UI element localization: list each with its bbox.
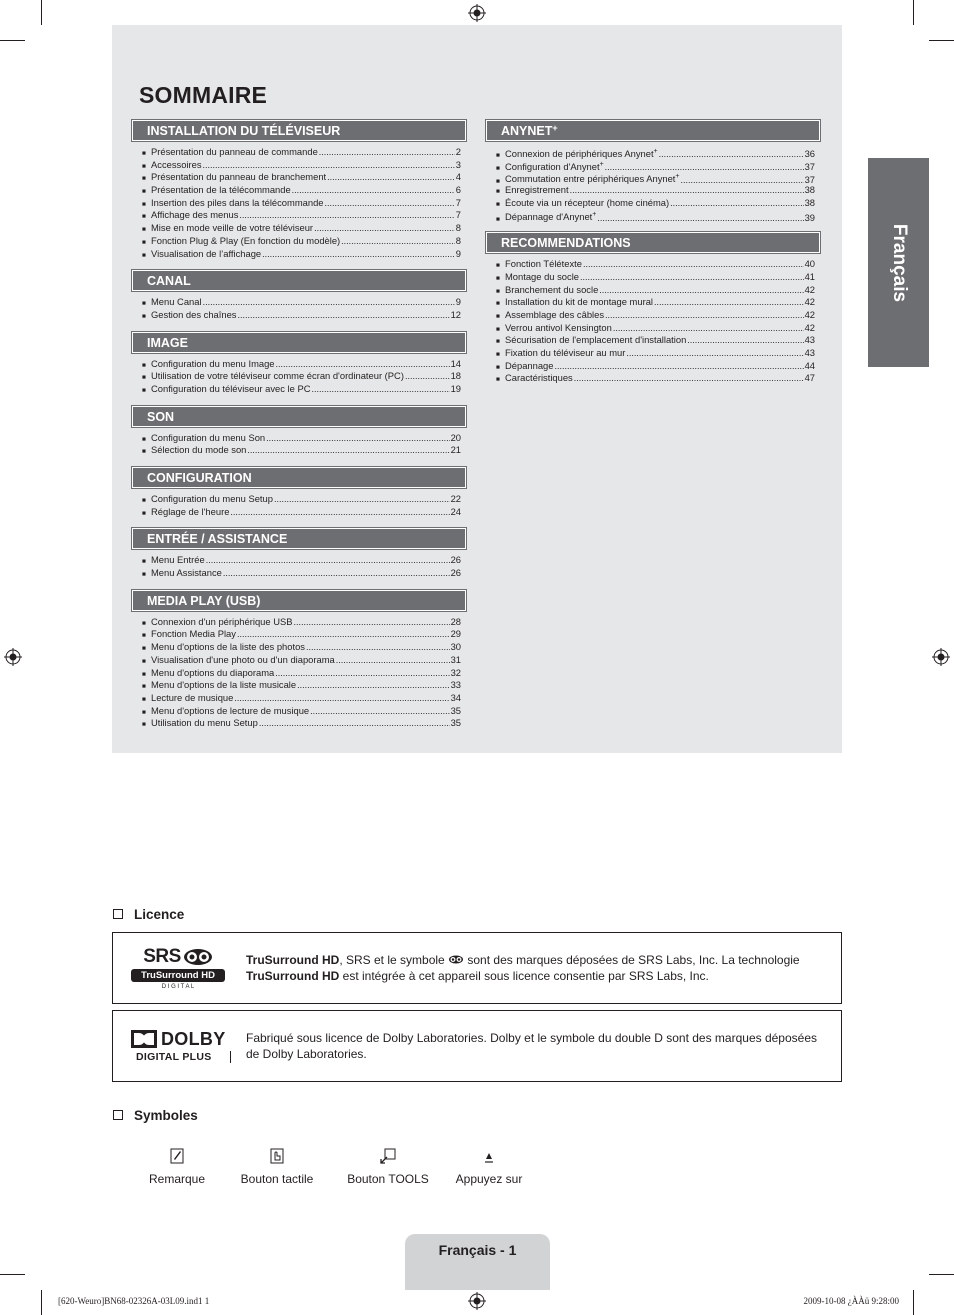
toc-page-number: 41 <box>804 270 815 282</box>
dot-leader <box>276 358 450 371</box>
dot-leader <box>206 554 450 567</box>
srs-logo: SRS TruSurround HD D I G I T A L <box>131 947 225 990</box>
crop-mark <box>913 1290 914 1315</box>
square-bullet-icon: ■ <box>142 645 146 653</box>
toc-entry-label: Configuration du menu Image <box>151 357 275 369</box>
dot-leader <box>275 667 449 680</box>
toc-entry[interactable] <box>496 197 815 210</box>
toc-page-number: 32 <box>450 666 461 678</box>
dot-leader <box>626 347 803 360</box>
toc-page-number: 12 <box>450 308 461 320</box>
toc-page-number: 34 <box>450 691 461 703</box>
toc-entry[interactable] <box>142 296 461 309</box>
symbol-tools-button: Bouton TOOLS <box>343 1148 433 1186</box>
checkbox-square-icon <box>113 1110 123 1120</box>
toc-page-number: 43 <box>804 346 815 358</box>
dot-leader <box>230 506 449 519</box>
toc-page-number: 8 <box>455 234 461 246</box>
square-bullet-icon: ■ <box>142 226 146 234</box>
toc-entry-label: Fonction Media Play <box>151 628 236 640</box>
toc-entry-label: Menu d'options de la liste musicale <box>151 679 297 691</box>
dot-leader <box>405 370 450 383</box>
toc-page-number: 20 <box>450 431 461 443</box>
toc-page-number: 42 <box>804 296 815 308</box>
toc-page-number: 9 <box>455 296 461 308</box>
dot-leader <box>306 641 450 654</box>
toc-entry[interactable] <box>142 358 461 371</box>
section-heading: ENTRÉE / ASSISTANCE <box>132 528 466 549</box>
toc-entry[interactable] <box>142 222 461 235</box>
toc-entry[interactable] <box>496 372 815 385</box>
dot-leader <box>274 493 450 506</box>
slug-right: 2009-10-08 ¿ÀÀü 9:28:00 <box>803 1296 899 1306</box>
toc-section <box>132 528 466 589</box>
toc-page-number: 43 <box>804 334 815 346</box>
toc-entry-label: Dépannage <box>505 359 554 371</box>
toc-entry[interactable] <box>142 705 461 718</box>
registration-mark-icon <box>4 648 22 666</box>
toc-page-number: 6 <box>455 184 461 196</box>
registration-mark-icon <box>468 1292 486 1310</box>
dot-leader <box>311 383 449 396</box>
toc-entry[interactable] <box>142 370 461 383</box>
toc-entry-label: Affichage des menus <box>151 209 239 221</box>
dot-leader <box>314 222 455 235</box>
double-d-icon <box>131 1030 157 1048</box>
toc-entry-label: Fonction Télétexte <box>505 258 582 270</box>
toc-section <box>132 406 466 467</box>
section-heading: ANYNET+ <box>486 120 820 141</box>
dot-leader <box>659 148 804 161</box>
toc-section <box>132 590 466 740</box>
toc-page-number: 3 <box>455 158 461 170</box>
dot-leader <box>654 296 804 309</box>
dot-leader <box>341 235 455 248</box>
square-bullet-icon: ■ <box>142 657 146 665</box>
toc-entry-label: Visualisation d'une photo ou d'un diaporama <box>151 653 335 665</box>
toc-entry-label: Menu d'options de la liste des photos <box>151 641 305 653</box>
toc-page-number: 26 <box>450 567 461 579</box>
toc-entry-label: Sélection du mode son <box>151 444 247 456</box>
toc-page-number: 7 <box>455 196 461 208</box>
dot-leader <box>262 248 455 261</box>
crop-mark <box>929 1274 954 1275</box>
touch-button-icon <box>270 1148 284 1164</box>
dolby-licence-box <box>112 1010 842 1082</box>
toc-entry-label: Configuration d'Anynet+ <box>505 160 604 172</box>
dot-leader <box>293 616 449 629</box>
section-heading: SON <box>132 406 466 427</box>
dot-leader <box>203 296 455 309</box>
page-number-tab: Français - 1 <box>405 1234 550 1290</box>
square-bullet-icon: ■ <box>142 238 146 246</box>
licence-heading: Licence <box>113 907 184 922</box>
square-bullet-icon: ■ <box>142 632 146 640</box>
toc-entry[interactable] <box>142 641 461 654</box>
toc-entry-label: Installation du kit de montage mural <box>505 296 653 308</box>
toc-section <box>132 120 466 270</box>
toc-section <box>486 120 820 232</box>
square-bullet-icon: ■ <box>142 619 146 627</box>
square-bullet-icon: ■ <box>142 670 146 678</box>
language-side-tab <box>868 158 929 367</box>
dot-leader <box>319 146 455 159</box>
toc-entry-label: Lecture de musique <box>151 691 234 703</box>
toc-entry-label: Menu d'options du diaporama <box>151 666 275 678</box>
press-icon <box>484 1148 494 1164</box>
srs-symbol-icon <box>448 955 464 964</box>
toc-section <box>132 270 466 331</box>
toc-page-number: 35 <box>450 704 461 716</box>
toc-page-number: 42 <box>804 283 815 295</box>
toc-entry[interactable] <box>142 383 461 396</box>
toc-entry-label: Fixation du téléviseur au mur <box>505 346 626 358</box>
square-bullet-icon: ■ <box>496 164 500 172</box>
dot-leader <box>570 184 804 197</box>
toc-entry[interactable] <box>142 654 461 667</box>
toc-entry-label: Mise en mode veille de votre téléviseur <box>151 222 314 234</box>
toc-entry-label: Configuration du menu Setup <box>151 493 273 504</box>
square-bullet-icon: ■ <box>142 509 146 517</box>
toc-page-number: 36 <box>804 148 815 160</box>
dolby-logo: DOLBY DIGITAL PLUS <box>131 1029 231 1063</box>
toc-entry[interactable] <box>142 679 461 692</box>
dot-leader <box>297 679 449 692</box>
side-tab-label: Français <box>888 223 910 302</box>
toc-entry[interactable] <box>142 184 461 197</box>
square-bullet-icon: ■ <box>142 300 146 308</box>
toc-entry[interactable] <box>496 322 815 335</box>
toc-entry-label: Assemblage des câbles <box>505 308 605 320</box>
toc-entry[interactable] <box>142 444 461 457</box>
crop-mark <box>0 40 25 41</box>
square-bullet-icon: ■ <box>496 188 500 196</box>
toc-page-number: 37 <box>804 173 815 185</box>
square-bullet-icon: ■ <box>496 338 500 346</box>
square-bullet-icon: ■ <box>496 274 500 282</box>
toc-page-number: 33 <box>450 679 461 691</box>
square-bullet-icon: ■ <box>142 213 146 221</box>
toc-entry-label: Verrou antivol Kensington <box>505 321 612 333</box>
dot-leader <box>223 567 450 580</box>
dot-leader <box>670 197 803 210</box>
square-bullet-icon: ■ <box>142 571 146 579</box>
dot-leader <box>237 309 449 322</box>
toc-entry[interactable] <box>496 146 815 159</box>
toc-entry[interactable] <box>142 616 461 629</box>
dot-leader <box>292 184 455 197</box>
dot-leader <box>239 209 454 222</box>
section-heading: INSTALLATION DU TÉLÉVISEUR <box>132 120 466 141</box>
crop-mark <box>913 0 914 25</box>
toc-entry[interactable] <box>496 271 815 284</box>
dot-leader <box>613 322 804 335</box>
square-bullet-icon: ■ <box>142 708 146 716</box>
srs-symbol-icon <box>183 948 213 966</box>
toc-entry[interactable] <box>142 146 461 159</box>
toc-entry[interactable] <box>496 309 815 322</box>
toc-entry-label: Écoute via un récepteur (home cinéma) <box>505 196 670 208</box>
toc-entry-label: Insertion des piles dans la télécommande <box>151 196 324 208</box>
square-bullet-icon: ■ <box>142 162 146 170</box>
toc-entry-label: Enregistrement <box>505 184 569 196</box>
toc-entry-label: Configuration du menu Son <box>151 431 266 443</box>
toc-page-number: 30 <box>450 641 461 653</box>
crop-mark <box>0 1274 25 1275</box>
toc-entry[interactable] <box>496 284 815 297</box>
toc-page-number: 9 <box>455 247 461 259</box>
square-bullet-icon: ■ <box>142 312 146 320</box>
toc-entry-label: Dépannage d'Anynet+ <box>505 211 597 223</box>
square-bullet-icon: ■ <box>496 300 500 308</box>
dot-leader <box>580 271 804 284</box>
section-heading: IMAGE <box>132 332 466 353</box>
square-bullet-icon: ■ <box>496 200 500 208</box>
dot-leader <box>310 705 449 718</box>
section-heading: CONFIGURATION <box>132 467 466 488</box>
toc-entry-label: Configuration du téléviseur avec le PC <box>151 382 311 394</box>
toc-entry[interactable] <box>142 209 461 222</box>
toc-entry-label: Visualisation de l’affichage <box>151 247 262 259</box>
square-bullet-icon: ■ <box>142 721 146 729</box>
toc-entry[interactable] <box>142 171 461 184</box>
dot-leader <box>234 692 449 705</box>
toc-page-number: 40 <box>804 258 815 270</box>
toc-page-number: 39 <box>804 211 815 223</box>
square-bullet-icon: ■ <box>496 215 500 223</box>
toc-entry[interactable] <box>142 432 461 445</box>
toc-page-number: 21 <box>450 444 461 456</box>
toc-entry[interactable] <box>142 628 461 641</box>
toc-entry[interactable] <box>142 667 461 680</box>
toc-entry-label: Connexion d'un périphérique USB <box>151 615 293 627</box>
toc-entry-label: Accessoires <box>151 158 202 170</box>
toc-entry[interactable] <box>496 209 815 222</box>
square-bullet-icon: ■ <box>496 152 500 160</box>
dot-leader <box>247 444 449 457</box>
toc-page-number: 22 <box>450 493 461 504</box>
dot-leader <box>203 159 455 172</box>
square-bullet-icon: ■ <box>496 350 500 358</box>
square-bullet-icon: ■ <box>142 175 146 183</box>
toc-page-number: 42 <box>804 308 815 320</box>
toc-entry[interactable] <box>496 334 815 347</box>
toc-right-column <box>486 120 820 395</box>
section-heading: RECOMMENDATIONS <box>486 232 820 253</box>
toc-page-number: 38 <box>804 184 815 196</box>
square-bullet-icon: ■ <box>142 361 146 369</box>
srs-licence-text: TruSurround HD, SRS et le symbole sont des marques déposées de SRS Labs, Inc. La technologie TruSurround HD est intégrée à cet appareil sous licence consentie par SRS Labs, Inc. <box>246 953 800 983</box>
toc-page-number: 37 <box>804 160 815 172</box>
toc-page-number: 29 <box>450 628 461 640</box>
tools-button-icon <box>380 1148 396 1164</box>
toc-left-column <box>132 120 466 740</box>
toc-page-number: 18 <box>450 370 461 382</box>
toc-entry-label: Montage du socle <box>505 270 580 282</box>
toc-entry[interactable] <box>142 248 461 261</box>
toc-entry[interactable] <box>496 258 815 271</box>
toc-section <box>132 332 466 406</box>
registration-mark-icon <box>468 4 486 22</box>
square-bullet-icon: ■ <box>496 325 500 333</box>
toc-entry[interactable] <box>142 493 461 506</box>
toc-entry[interactable] <box>142 692 461 705</box>
crop-mark <box>41 0 42 25</box>
toc-entry-label: Branchement du socle <box>505 283 599 295</box>
square-bullet-icon: ■ <box>496 262 500 270</box>
square-bullet-icon: ■ <box>496 287 500 295</box>
square-bullet-icon: ■ <box>496 177 500 185</box>
toc-page-number: 4 <box>455 171 461 183</box>
toc-entry-label: Utilisation de votre téléviseur comme écran d'ordinateur (PC) <box>151 370 404 382</box>
toc-entry[interactable] <box>142 567 461 580</box>
toc-entry[interactable] <box>142 506 461 519</box>
dot-leader <box>687 334 803 347</box>
section-heading: MEDIA PLAY (USB) <box>132 590 466 611</box>
toc-entry[interactable] <box>142 309 461 322</box>
toc-entry[interactable] <box>496 360 815 373</box>
toc-entry-label: Menu Assistance <box>151 567 222 579</box>
dot-leader <box>583 258 804 271</box>
square-bullet-icon: ■ <box>142 435 146 443</box>
toc-entry[interactable] <box>496 347 815 360</box>
checkbox-square-icon <box>113 909 123 919</box>
dolby-licence-text: Fabriqué sous licence de Dolby Laboratories. Dolby et le symbole du double D sont des marques déposées de Dolby Laboratories. <box>246 1031 817 1061</box>
toc-entry-label: Commutation entre périphériques Anynet+ <box>505 173 680 185</box>
dot-leader <box>327 171 455 184</box>
square-bullet-icon: ■ <box>142 200 146 208</box>
slug-left: [620-Weuro]BN68-02326A-03L09.ind1 1 <box>58 1296 210 1306</box>
toc-entry-label: Gestion des chaînes <box>151 308 237 320</box>
toc-entry-label: Menu d'options de lecture de musique <box>151 704 310 716</box>
square-bullet-icon: ■ <box>142 683 146 691</box>
symbols-heading: Symboles <box>113 1108 198 1123</box>
crop-mark <box>41 1290 42 1315</box>
toc-page-number: 35 <box>450 717 461 729</box>
toc-entry-label: Sécurisation de l'emplacement d'installation <box>505 334 687 346</box>
toc-page-number: 2 <box>455 146 461 157</box>
toc-entry[interactable] <box>142 235 461 248</box>
square-bullet-icon: ■ <box>142 188 146 196</box>
square-bullet-icon: ■ <box>496 363 500 371</box>
dot-leader <box>325 197 455 210</box>
symbol-touch-button: Bouton tactile <box>236 1148 318 1186</box>
toc-entry-label: Fonction Plug & Play (En fonction du modèle) <box>151 234 341 246</box>
toc-page-number: 38 <box>804 196 815 208</box>
toc-page-number: 26 <box>450 554 461 566</box>
dot-leader <box>237 628 450 641</box>
dot-leader <box>599 284 803 297</box>
square-bullet-icon: ■ <box>496 376 500 384</box>
square-bullet-icon: ■ <box>142 386 146 394</box>
square-bullet-icon: ■ <box>496 312 500 320</box>
toc-page-number: 7 <box>455 209 461 221</box>
toc-section <box>132 467 466 528</box>
square-bullet-icon: ■ <box>142 251 146 259</box>
toc-entry-label: Présentation du panneau de branchement <box>151 171 327 183</box>
dot-leader <box>605 309 804 322</box>
dot-leader <box>259 717 450 730</box>
dot-leader <box>336 654 450 667</box>
dot-leader <box>574 372 804 385</box>
toc-entry-label: Réglage de l'heure <box>151 505 230 517</box>
toc-entry-label: Utilisation du menu Setup <box>151 717 258 729</box>
square-bullet-icon: ■ <box>142 374 146 382</box>
toc-entry[interactable] <box>142 717 461 730</box>
square-bullet-icon: ■ <box>142 695 146 703</box>
toc-page-number: 42 <box>804 321 815 333</box>
toc-page-number: 8 <box>455 222 461 234</box>
square-bullet-icon: ■ <box>142 448 146 456</box>
page-title: SOMMAIRE <box>139 82 268 108</box>
section-heading: CANAL <box>132 270 466 291</box>
symbol-press: Appuyez sur <box>452 1148 526 1186</box>
dot-leader <box>554 360 803 373</box>
toc-page-number: 44 <box>804 359 815 371</box>
toc-page-number: 28 <box>450 615 461 627</box>
toc-entry[interactable] <box>496 296 815 309</box>
toc-entry-label: Connexion de périphériques Anynet+ <box>505 148 658 160</box>
toc-entry-label: Caractéristiques <box>505 372 573 384</box>
toc-page-number: 24 <box>450 505 461 517</box>
dot-leader <box>266 432 449 445</box>
toc-entry[interactable] <box>496 159 815 172</box>
toc-entry-label: Présentation du panneau de commande <box>151 146 318 157</box>
registration-mark-icon <box>932 648 950 666</box>
toc-entry-label: Menu Canal <box>151 296 202 308</box>
toc-entry-label: Menu Entrée <box>151 554 205 566</box>
toc-entry-label: Présentation de la télécommande <box>151 184 291 196</box>
symbol-note: Remarque <box>142 1148 212 1186</box>
srs-licence-box <box>112 932 842 1004</box>
dot-leader <box>597 212 803 225</box>
square-bullet-icon: ■ <box>142 150 146 157</box>
square-bullet-icon: ■ <box>142 497 146 504</box>
toc-page-number: 19 <box>450 382 461 394</box>
toc-entry[interactable] <box>496 171 815 184</box>
toc-page-number: 31 <box>450 653 461 665</box>
toc-entry[interactable] <box>142 159 461 172</box>
toc-page-number: 47 <box>804 372 815 384</box>
toc-page-number: 14 <box>450 357 461 369</box>
crop-mark <box>929 40 954 41</box>
toc-section <box>486 232 820 395</box>
toc-entry[interactable] <box>142 197 461 210</box>
note-icon <box>170 1148 184 1164</box>
toc-entry[interactable] <box>142 554 461 567</box>
square-bullet-icon: ■ <box>142 558 146 566</box>
toc-entry[interactable] <box>496 184 815 197</box>
